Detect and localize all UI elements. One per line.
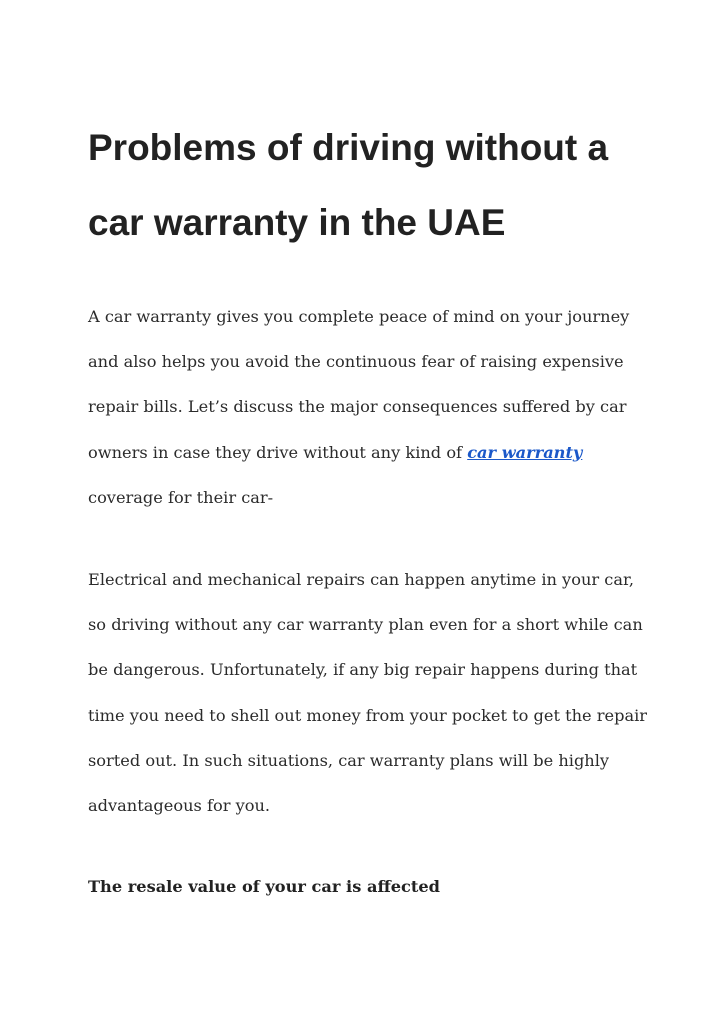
paragraph-text: owners in case they drive without any kind of (88, 442, 468, 462)
paragraph-line: and also helps you avoid the continuous fear of raising expensive (88, 352, 624, 372)
paragraph-line (88, 430, 648, 475)
paragraph-line: coverage for their car- (88, 487, 274, 507)
car-warranty-link[interactable]: car warranty (467, 442, 583, 462)
article-title (88, 110, 678, 260)
paragraph-line: so driving without any car warranty plan even for a short while can (88, 615, 643, 635)
paragraph-line: repair bills. Let’s discuss the major consequences suffered by car (88, 397, 627, 417)
title-line: car warranty in the UAE (88, 202, 506, 243)
section-subheading: The resale value of your car is affected (88, 877, 440, 896)
repairs-paragraph (88, 557, 648, 828)
paragraph-line: be dangerous. Unfortunately, if any big repair happens during that (88, 660, 638, 680)
paragraph-line: time you need to shell out money from your pocket to get the repair (88, 705, 648, 725)
paragraph-line: sorted out. In such situations, car warranty plans will be highly (88, 750, 610, 770)
paragraph-line: A car warranty gives you complete peace of mind on your journey (88, 307, 630, 326)
paragraph-line: Electrical and mechanical repairs can happen anytime in your car, (88, 570, 635, 589)
title-line: Problems of driving without a (88, 127, 609, 168)
paragraph-line: advantageous for you. (88, 796, 271, 816)
intro-paragraph (88, 294, 648, 520)
